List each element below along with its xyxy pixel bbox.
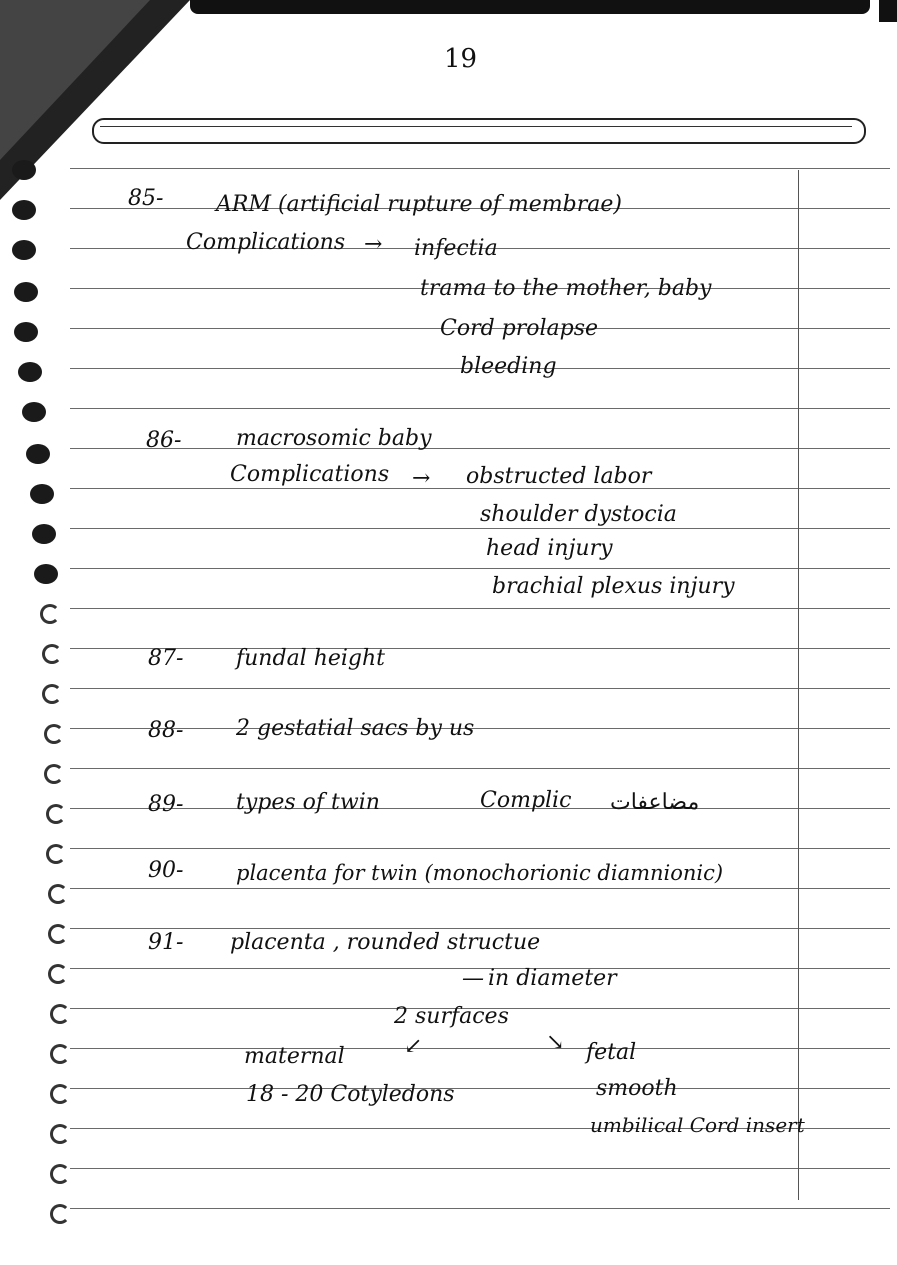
binding-hole	[34, 564, 58, 584]
entry-85-number: 85-	[128, 186, 164, 211]
ruled-line	[70, 1168, 890, 1169]
entry-88-title: 2 gestatial sacs by us	[236, 716, 475, 741]
page-header-border	[92, 118, 866, 144]
entry-89-complic: Complic	[480, 788, 572, 813]
binding-ring	[44, 724, 64, 744]
entry-87-title: fundal height	[236, 646, 386, 671]
entry-90-number: 90-	[148, 858, 184, 883]
binding-hole	[12, 160, 36, 180]
entry-85-title: ARM (artificial rupture of membrae)	[216, 192, 622, 217]
entry-85-item: trama to the mother, baby	[420, 276, 712, 301]
binding-ring	[48, 884, 68, 904]
binding-hole	[12, 200, 36, 220]
arrow-icon: →	[412, 466, 431, 491]
binding-hole	[22, 402, 46, 422]
binding-ring	[50, 1044, 70, 1064]
ruled-line	[70, 928, 890, 929]
entry-89-arabic: مضاعفات	[610, 790, 700, 815]
margin-line	[798, 170, 799, 1200]
entry-91-fetal: fetal	[586, 1040, 637, 1065]
entry-89-number: 89-	[148, 792, 184, 817]
ruled-line	[70, 608, 890, 609]
binding-ring	[50, 1004, 70, 1024]
binding-ring	[48, 964, 68, 984]
binding-hole	[18, 362, 42, 382]
entry-87-number: 87-	[148, 646, 184, 671]
arrow-down-left-icon: ↙	[404, 1034, 423, 1059]
top-edge-shadow	[190, 0, 870, 14]
entry-86-item: head injury	[486, 536, 613, 561]
entry-91-maternal-item: 18 - 20 Cotyledons	[246, 1082, 455, 1107]
entry-90-title: placenta for twin (monochorionic diamnionic)	[236, 861, 724, 885]
binding-hole	[12, 240, 36, 260]
arrow-down-right-icon: ↘	[546, 1030, 565, 1055]
binding-ring	[46, 844, 66, 864]
entry-91-fetal-item: umbilical Cord insert	[590, 1113, 805, 1137]
binding-ring	[50, 1164, 70, 1184]
page-number: 19	[444, 44, 478, 74]
page-header-inner-line	[100, 126, 852, 127]
binding-ring	[42, 684, 62, 704]
binding-ring	[46, 804, 66, 824]
ruled-line	[70, 688, 890, 689]
ruled-line	[70, 768, 890, 769]
ruled-line	[70, 648, 890, 649]
ruled-line	[70, 528, 890, 529]
entry-91-surfaces: 2 surfaces	[394, 1004, 509, 1029]
entry-86-lead: Complications	[230, 462, 390, 487]
binding-ring	[48, 924, 68, 944]
binding-hole	[32, 524, 56, 544]
entry-86-item: shoulder dystocia	[480, 502, 677, 527]
binding-ring	[50, 1204, 70, 1224]
binding-ring	[44, 764, 64, 784]
ruled-line	[70, 728, 890, 729]
binding-ring	[50, 1124, 70, 1144]
binding-hole	[14, 282, 38, 302]
binding-ring	[42, 644, 62, 664]
entry-91-dash: —	[462, 966, 484, 991]
ruled-line	[70, 568, 890, 569]
entry-91-title: placenta , rounded structue	[230, 930, 541, 955]
entry-88-number: 88-	[148, 718, 184, 743]
entry-89-title: types of twin	[236, 790, 380, 815]
right-edge-shadow	[879, 0, 897, 22]
entry-85-item: infectia	[414, 236, 498, 261]
ruled-line	[70, 408, 890, 409]
binding-ring	[40, 604, 60, 624]
ruled-line	[70, 1208, 890, 1209]
ruled-line	[70, 1088, 890, 1089]
ruled-line	[70, 168, 890, 169]
arrow-icon: →	[364, 232, 383, 257]
binding-hole	[14, 322, 38, 342]
entry-85-item: Cord prolapse	[440, 316, 599, 341]
ruled-line	[70, 448, 890, 449]
entry-91-fetal-item: smooth	[596, 1076, 678, 1101]
ruled-line	[70, 848, 890, 849]
entry-86-title: macrosomic baby	[236, 426, 432, 451]
binding-hole	[26, 444, 50, 464]
binding-hole	[30, 484, 54, 504]
entry-86-number: 86-	[146, 428, 182, 453]
entry-91-maternal: maternal	[244, 1044, 345, 1069]
entry-86-item: brachial plexus injury	[492, 574, 735, 599]
entry-86-item: obstructed labor	[466, 464, 652, 489]
entry-85-item: bleeding	[460, 354, 557, 379]
entry-91-number: 91-	[148, 930, 184, 955]
entry-91-sub: in diameter	[488, 966, 617, 991]
ruled-line	[70, 1048, 890, 1049]
entry-85-lead: Complications	[186, 230, 346, 255]
ruled-line	[70, 888, 890, 889]
binding-ring	[50, 1084, 70, 1104]
